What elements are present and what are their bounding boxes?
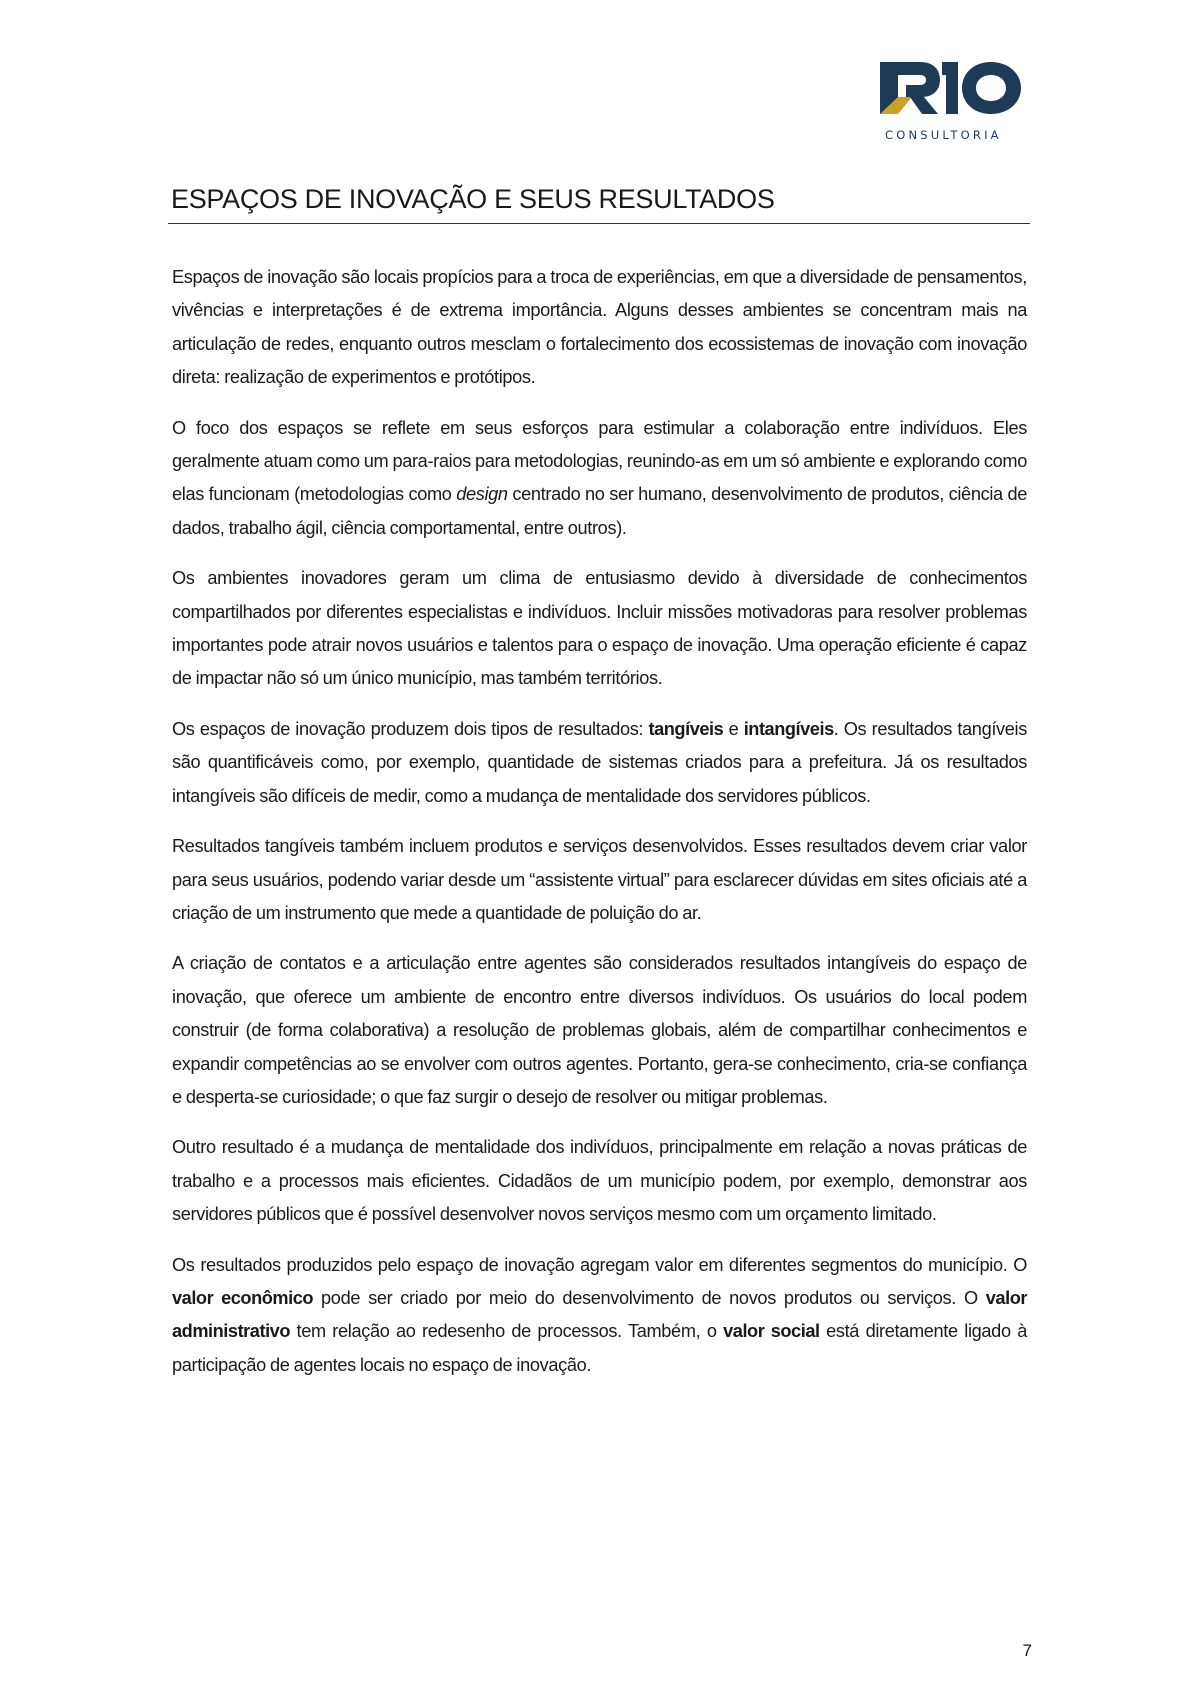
body-paragraph [172, 830, 1027, 930]
paragraph-text: centrado no ser humano, desenvolvimento de produtos, ciência de dados, trabalho ágil, ciência comportamental, entre outros). [172, 484, 1027, 538]
italic-term: design [456, 484, 508, 505]
emphasized-term: tangíveis [648, 718, 724, 739]
paragraph-text: Resultados tangíveis também incluem produtos e serviços desenvolvidos. Esses resultados devem criar valor para seus usuários, podendo variar desde um “assistente virtual” para esclarecer dúvidas em sites oficiais até a criação de um instrumento que mede a quantidade de poluição do ar. [172, 836, 1027, 923]
body-paragraph [172, 1131, 1027, 1231]
paragraph-text: está diretamente ligado à participação de agentes locais no espaço de inovação. [172, 1321, 1027, 1375]
body-paragraph [172, 713, 1027, 813]
body-paragraph [172, 261, 1027, 395]
body-paragraph [172, 562, 1027, 696]
paragraph-text: Outro resultado é a mudança de mentalidade dos indivíduos, principalmente em relação a novas práticas de trabalho e a processos mais eficientes. Cidadãos de um município podem, por exemplo, demonstrar aos servidores públicos que é possível desenvolver novos serviços mesmo com um orçamento limitado. [172, 1137, 1027, 1225]
body-paragraph [172, 947, 1027, 1114]
paragraph-text: pode ser criado por meio do desenvolvimento de novos produtos ou serviços. O [313, 1287, 986, 1308]
r10-logo-mark [876, 60, 1026, 126]
paragraph-text: Espaços de inovação são locais propícios para a troca de experiências, em que a diversidade de pensamentos, vivências e interpretações é de extrema importância. Alguns desses ambientes se concentram mais na articulação de redes, enquanto outros mesclam o fortalecimento dos ecossistemas de inovação com inovação direta: realização de experimentos e protótipos. [172, 267, 1027, 388]
paragraph-text: . Os resultados tangíveis são quantificáveis como, por exemplo, quantidade de sistemas criados para a prefeitura. Já os resultados intangíveis são difíceis de medir, como a mudança de mentalidade dos servidores públicos. [172, 718, 1027, 806]
title-divider [168, 223, 1030, 224]
paragraph-text: Os resultados produzidos pelo espaço de inovação agregam valor em diferentes segmentos do município. O [172, 1254, 1027, 1275]
logo-subtitle: CONSULTORIA [885, 128, 1002, 142]
emphasized-term: valor econômico [172, 1287, 314, 1308]
body-paragraph [172, 412, 1027, 546]
paragraph-text: A criação de contatos e a articulação entre agentes são considerados resultados intangíveis do espaço de inovação, que oferece um ambiente de encontro entre diversos indivíduos. Os usuários do local podem construir (de forma colaborativa) a resolução de problemas globais, além de compartilhar conhecimentos e expandir competências ao se envolver com outros agentes. Portanto, gera-se conhecimento, cria-se confiança e desperta-se curiosidade; o que faz surgir o desejo de resolver ou mitigar problemas. [172, 953, 1027, 1107]
paragraph-text: O foco dos espaços se reflete em seus esforços para estimular a colaboração entre indivíduos. Eles geralmente atuam como um para-raios para metodologias, reunindo-as em um só ambiente e explorando como elas funcionam (metodologias como [172, 417, 1027, 505]
company-logo [876, 60, 1026, 146]
body-paragraph [172, 1249, 1027, 1383]
paragraph-text: tem relação ao redesenho de processos. Também, o [290, 1321, 724, 1342]
paragraph-text: Os espaços de inovação produzem dois tipos de resultados: [172, 718, 649, 739]
emphasized-term: valor administrativo [172, 1287, 1027, 1342]
body-text [172, 261, 1027, 1399]
emphasized-term: intangíveis [743, 718, 834, 739]
paragraph-text: e [723, 718, 744, 739]
emphasized-term: valor social [723, 1321, 820, 1342]
page-title: ESPAÇOS DE INOVAÇÃO E SEUS RESULTADOS [171, 184, 775, 214]
page-number: 7 [1022, 1641, 1032, 1660]
paragraph-text: Os ambientes inovadores geram um clima de entusiasmo devido à diversidade de conhecimentos compartilhados por diferentes especialistas e indivíduos. Incluir missões motivadoras para resolver problemas importantes pode atrair novos usuários e talentos para o espaço de inovação. Uma operação eficiente é capaz de impactar não só um único município, mas também territórios. [172, 568, 1027, 689]
